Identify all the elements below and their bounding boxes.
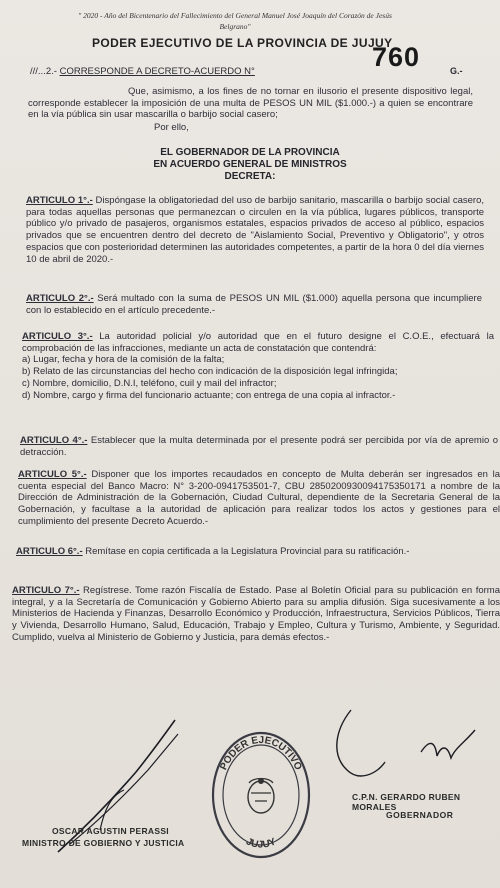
article-3-item-d: d) Nombre, cargo y firma del funcionario actuante; con entrega de una copia al infractor.- [22,389,396,401]
official-seal-stamp [205,723,317,868]
governor-name: C.P.N. GERARDO RUBEN MORALES [352,792,461,812]
article-1 [26,195,484,265]
article-3 [22,331,494,401]
article-2-text: Será multado con la suma de PESOS UN MIL ($1.000) aquella persona que incumpliere con lo establecido en el artículo precedente.- [26,293,482,316]
page-title: PODER EJECUTIVO DE LA PROVINCIA DE JUJUY [92,36,393,50]
article-6 [16,546,500,558]
article-5 [18,469,500,528]
coat-of-arms-icon [248,778,274,813]
article-2-label: ARTICULO 2°.- [26,293,94,304]
por-ello-line: Por ello, [154,122,189,133]
heading-decreta: DECRETA: [224,171,276,182]
intro-paragraph: Que, asimismo, a los fines de no tornar en ilusorio el presente dispositivo legal, corresponde establecer la imposición de una multa de PESOS UN MIL ($1.000.-) a quien se encontrare en la vía pública sin usar mascarilla o barbijo social casero; [28,86,473,121]
article-7-text: Regístrese. Tome razón Fiscalía de Estado. Pase al Boletín Oficial para su publicación en forma integral, y a la Secretaría de Comunicación y Gobierno Abierto para su amplia difusión. Siga sucesivamente a los Ministerios de Hacienda y Finanzas, Desarrollo Económico y Producción, Infraestructura, Servicios Públicos, Tierra y Vivienda, Desarrollo Humano, Salud, Educación, Trabajo y Empleo, Cultura y Turismo, Ambiente, y Seguridad. Cumplido, vuelva al Ministerio de Gobierno y Justicia, para demás efectos.- [12,585,500,643]
heading-governor: EL GOBERNADOR DE LA PROVINCIA [160,147,340,158]
governor-role: GOBERNADOR [386,810,454,820]
minister-role: MINISTRO DE GOBIERNO Y JUSTICIA [22,838,185,848]
article-7 [12,585,500,644]
article-2 [26,293,482,316]
article-1-text: Dispóngase la obligatoriedad del uso de barbijo sanitario, mascarilla o barbijo social casero, para todas aquellas personas que permanezcan o circulen en la vía pública, lugares públicos, transporte público y/o privado de pasajeros, organismos estatales, espacios privados de acceso al público, espacios privados que se encuentren dentro del decreto de "Aislamiento Social, Preventivo y Obligatorio", y otros espacios que con posterioridad determinen las autoridades competentes, a partir de la hora 0 del día viernes 10 de abril de 2020.- [26,195,484,265]
article-6-label: ARTICULO 6°.- [16,546,83,557]
article-4 [20,435,498,458]
stamp-bottom-text: JUJUY [244,836,278,851]
article-3-item-a: a) Lugar, fecha y hora de la comisión de la falta; [22,354,225,366]
decree-number: 760 [372,42,421,72]
article-5-label: ARTICULO 5°.- [18,469,87,480]
article-1-label: ARTICULO 1°.- [26,195,93,206]
article-4-text: Establecer que la multa determinada por el presente podrá ser percibida por vía de apremio o detracción. [20,435,498,458]
svg-text:JUJUY [244,836,278,850]
article-5-text: Disponer que los importes recaudados en concepto de Multa deberán ser ingresados en la cuenta especial del Banco Macro: N° 3-200-0941753501-7, CBU 2850200930094175350171 a nombre de la Dirección de Administración de la Gobernación, Ciudad Cultural, dependiente de la Secretaria General de la Gobernación, y facultase a la autoridad de aplicación para realizar todos los actos y gestiones para el cumplimiento del presente Decreto Acuerdo.- [18,469,500,527]
corresponde-prefix: ///...2.- [30,66,57,77]
article-7-label: ARTICULO 7°.- [12,585,80,596]
article-4-label: ARTICULO 4°.- [20,435,88,446]
heading-ministers: EN ACUERDO GENERAL DE MINISTROS [153,159,347,170]
year-motto: " 2020 - Año del Bicentenario del Fallecimiento del General Manuel José Joaquín del Corazón de Jesús Belgrano" [78,11,392,31]
article-6-text: Remítase en copia certificada a la Legislatura Provincial para su ratificación.- [82,546,410,557]
stamp-top-text: PODER EJECUTIVO [218,734,304,772]
article-3-item-b: b) Relato de las circunstancias del hecho con indicación de la disposición legal infringida; [22,366,398,378]
article-3-text: La autoridad policial y/o autoridad que en el futuro designe el C.O.E., efectuará la comprobación de las infracciones, mediante un acta de constatación que contendrá: [22,331,494,354]
corresponde-line [30,66,255,77]
governor-signature [325,700,495,800]
article-3-item-c: c) Nombre, domicilio, D.N.I, teléfono, cuil y mail del infractor; [22,377,277,389]
svg-text:PODER EJECUTIVO [218,735,303,772]
decree-suffix: G.- [450,66,463,76]
corresponde-text: CORRESPONDE A DECRETO-ACUERDO N° [59,66,255,77]
article-3-label: ARTICULO 3°.- [22,331,93,342]
minister-name: OSCAR AGUSTIN PERASSI [52,826,169,836]
